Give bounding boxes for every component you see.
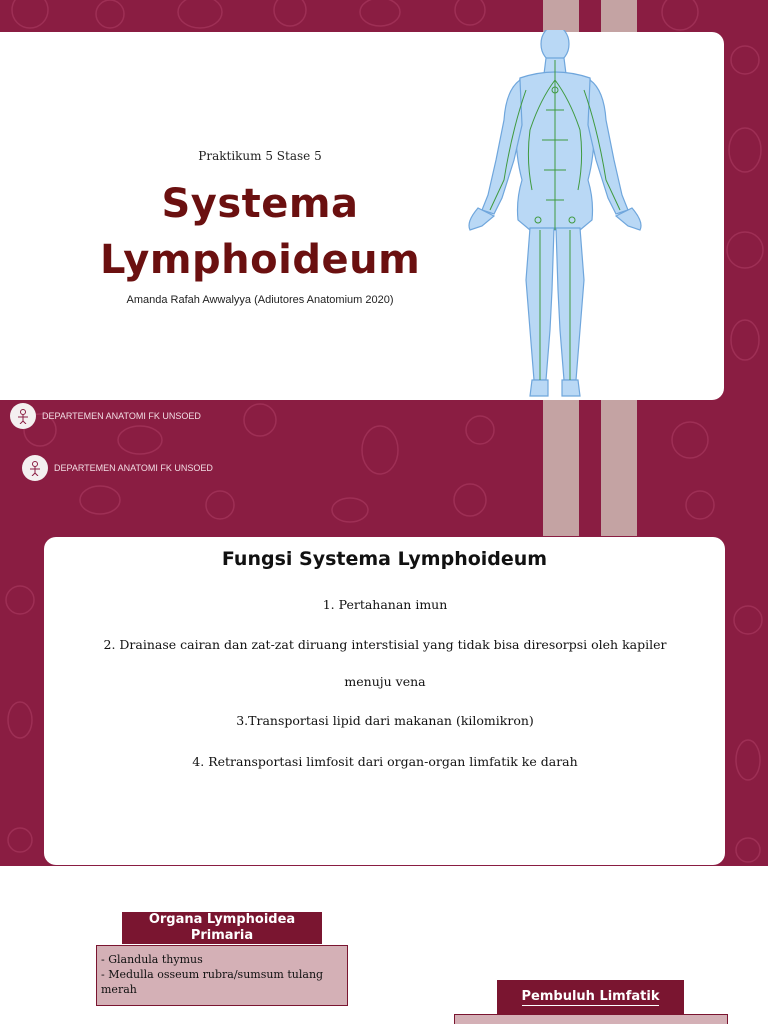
department-footer-2 (22, 455, 213, 481)
fungsi-item: 2. Drainase cairan dan zat-zat diruang interstisial yang tidak bisa diresorpsi oleh kapiler (103, 637, 667, 652)
title-line-1: Systema (161, 181, 359, 227)
fungsi-slide-card (44, 537, 725, 865)
primaria-list (96, 945, 348, 1006)
fungsi-item: 1. Pertahanan imun (322, 597, 448, 612)
department-logo-icon (22, 455, 48, 481)
pembuluh-content-box (454, 1014, 728, 1024)
slide-title (100, 176, 420, 288)
fungsi-item: 4. Retransportasi limfosit dari organ-organ limfatik ke darah (192, 754, 578, 769)
slide-subtitle: Praktikum 5 Stase 5 (198, 149, 322, 163)
fungsi-heading: Fungsi Systema Lymphoideum (221, 548, 548, 570)
fungsi-item: 3.Transportasi lipid dari makanan (kilomikron) (236, 713, 534, 728)
primaria-label-text: Organa Lymphoidea Primaria (122, 912, 322, 945)
pembuluh-label-text: Pembuluh Limfatik (521, 988, 660, 1004)
author-credit: Amanda Rafah Awwalyya (Adiutores Anatomium 2020) (126, 294, 394, 306)
lymphatic-body-illustration (460, 30, 650, 402)
department-name: DEPARTEMEN ANATOMI FK UNSOED (42, 411, 201, 421)
department-logo-icon (10, 403, 36, 429)
department-footer-1 (10, 403, 201, 429)
pembuluh-label (497, 980, 684, 1014)
list-item: - Glandula thymus (101, 953, 203, 966)
fungsi-item: menuju vena (344, 674, 426, 689)
department-name: DEPARTEMEN ANATOMI FK UNSOED (54, 463, 213, 473)
list-item: - Medulla osseum rubra/sumsum tulang merah (101, 968, 324, 996)
title-line-2: Lymphoideum (100, 237, 421, 283)
primaria-label (122, 912, 322, 944)
